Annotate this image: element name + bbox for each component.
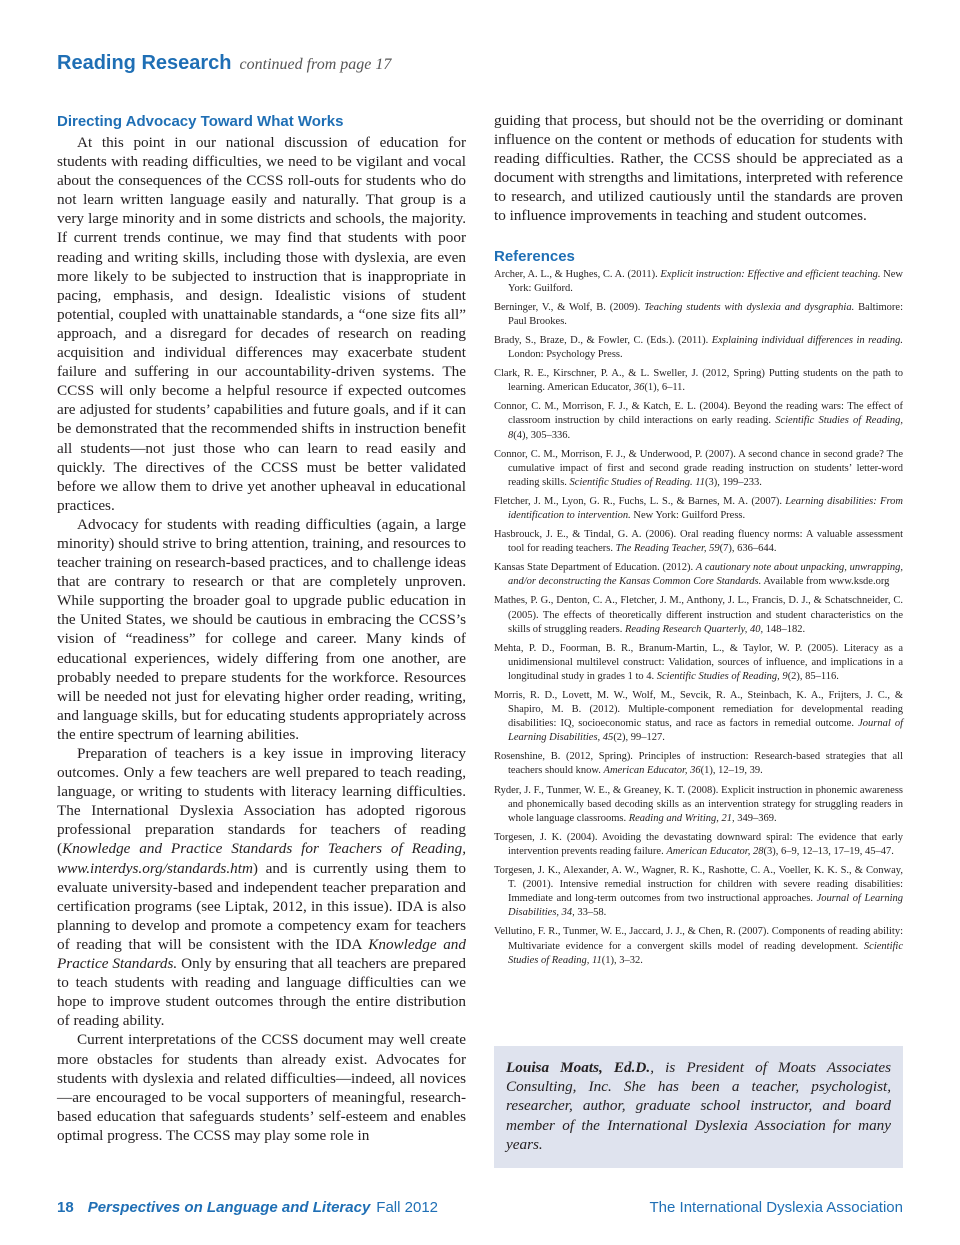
reference-entry: [494, 831, 903, 859]
reference-pre: Vellutino, F. R., Tunmer, W. E., Jaccard, J. J., & Chen, R. (2007). Components of reading ability: Multivariate evidence for a convergent skills model of reading development.: [494, 926, 903, 952]
reference-post: 33–58.: [574, 907, 607, 919]
paragraph-4: Current interpretations of the CCSS document may well create more obstacles for students than already exist. Advocates for students with dyslexia and related difficulties—indeed, all novices—are encouraged to be vocal supporters of meaningful, research-based education that safeguards students’ self-esteem and enables optimal progress. The CCSS may play some role in: [57, 1031, 466, 1144]
page-number: 18: [57, 1199, 74, 1216]
reference-post: New York: Guilford Press.: [630, 509, 746, 521]
header-title: Reading Research: [57, 52, 232, 74]
reference-post: (2), 99–127.: [613, 732, 665, 744]
reference-pre: Rosenshine, B. (2012, Spring). Principles of instruction: Research-based strategies that all teachers should know.: [494, 751, 903, 777]
reference-post: New York: Guilford.: [508, 268, 903, 294]
references-heading: References: [494, 247, 575, 265]
reference-it: 36: [633, 382, 645, 394]
reference-entry: [494, 750, 903, 778]
author-bio-box: [494, 1046, 903, 1168]
reference-it: American Educator, 28: [666, 845, 764, 857]
header-continued-note: continued from page 17: [239, 56, 392, 73]
reference-entry: [494, 367, 903, 395]
reference-it: Scientific Studies of Reading, 11: [508, 940, 903, 966]
reference-post: 349–369.: [734, 812, 777, 824]
reference-post: (1), 6–11.: [644, 382, 686, 394]
reference-post: (1), 12–19, 39.: [700, 765, 763, 777]
reference-pre: Mathes, P. G., Denton, C. A., Fletcher, J. M., Anthony, J. L., Francis, D. J., & Schatschneider, C. (2005). The effects of theoretically different instruction and student characteristics on the skills of struggling readers.: [494, 595, 903, 635]
reference-entry: [494, 334, 903, 362]
paragraph-1: At this point in our national discussion of education for students with reading difficulties, we need to be vigilant and vocal about the consequences of the CCSS roll-outs for students who do not learn written language easily and naturally. That group is a very large minority and in some districts and schools, the majority. If current trends continue, we may find that students with poor reading and writing skills, including those with dyslexia, are even more likely to be subjected to instruction that is inappropriate in pacing, emphasis, and design. Idealistic visions of student potential, coupled with unattainable standards, a “one size fits all” approach, and a disregard for decades of research on reading acquisition and individual differences may exacerbate student failure and suffering in our accountability-driven systems. The CCSS will only become a helpful resource if expected outcomes are adjusted for students’ capabilities and future goals, and if it can be demonstrated that the recommended shifts in instruction benefit all students—not just those who can learn to read easily and quickly. The directives of the CCSS must be better validated before we allow them to drive yet another upheaval in educational practices.: [57, 134, 466, 514]
paragraph-3-part-b: ) and is currently using them to evaluate university-based and independent teacher preparation and certification programs (see Liptak, 2012, in this issue). IDA is also planning to develop and promote a competency exam for teachers of reading that will be consistent with the IDA: [57, 859, 466, 953]
page-footer: [57, 1199, 903, 1219]
reference-it: Reading and Writing, 21,: [628, 812, 735, 824]
reference-entry: [494, 301, 903, 329]
reference-pre: Fletcher, J. M., Lyon, G. R., Fuchs, L. S., & Barnes, M. A. (2007).: [494, 495, 786, 507]
publisher-name: The International Dyslexia Association: [649, 1199, 903, 1216]
reference-it: A cautionary note about unpacking, unwrapping, and/or deconstructing the Kansas Common Core Standards.: [508, 562, 903, 588]
reference-pre: Torgesen, J. K., Alexander, A. W., Wagner, R. K., Rashotte, C. A., Voeller, K. K. S., & Conway, T. (2001). Intensive remedial instruction for children with severe reading disabilities: Immediate and long-term outcomes from two instructional approaches.: [494, 865, 903, 905]
reference-entry: [494, 925, 903, 967]
reference-post: London: Psychology Press.: [508, 349, 623, 361]
reference-it: Teaching students with dyslexia and dysgraphia.: [644, 301, 855, 313]
reference-it: Scientific Studies of Reading, 8: [508, 415, 903, 441]
reference-it: Learning disabilities: From identification to intervention.: [508, 495, 903, 521]
reference-entry: [494, 784, 903, 826]
reference-post: (2), 85–116.: [787, 670, 839, 682]
journal-title: Perspectives on Language and Literacy: [87, 1199, 371, 1216]
issue-date: Fall 2012: [376, 1199, 439, 1216]
reference-it: Scientific Studies of Reading, 9: [656, 670, 788, 682]
reference-post: Available from www.ksde.org: [761, 576, 890, 588]
reference-post: (3), 6–9, 12–13, 17–19, 45–47.: [763, 845, 894, 857]
reference-it: Journal of Learning Disabilities, 45: [508, 718, 903, 744]
reference-post: (4), 305–336.: [513, 429, 571, 441]
reference-entry: [494, 528, 903, 556]
reference-it: American Educator, 36: [603, 765, 701, 777]
reference-pre: Hasbrouck, J. E., & Tindal, G. A. (2006). Oral reading fluency norms: A valuable assessment tool for reading teachers.: [494, 529, 903, 555]
reference-pre: Ryder, J. F., Tunmer, W. E., & Greaney, K. T. (2008). Explicit instruction in phonemic awareness and phonemically based decoding skills as an intervention strategy for struggling readers in whole language classrooms.: [494, 784, 903, 824]
article-column-left: [57, 111, 466, 1145]
running-header: [57, 52, 391, 75]
reference-post: 148–182.: [763, 623, 806, 635]
reference-post: (1), 3–32.: [601, 954, 643, 966]
reference-entry: [494, 689, 903, 745]
standards-title-link: Knowledge and Practice Standards for Teachers of Reading, www.interdys.org/standards.htm: [57, 840, 466, 877]
reference-post: Baltimore: Paul Brookes.: [508, 301, 903, 327]
section-heading: Directing Advocacy Toward What Works: [57, 113, 344, 130]
reference-pre: Clark, R. E., Kirschner, P. A., & L. Sweller, J. (2012, Spring) Putting students on the path to learning. American Educator,: [494, 368, 903, 394]
reference-entry: [494, 594, 903, 636]
paragraph-2: Advocacy for students with reading difficulties (again, a large minority) should strive to bring attention, training, and resources to teacher training on research-based practices, and to challenge ideas that are contrary to research or that are completely unproven. While supporting the broader goal to upgrade public education in the United States, we should be cautious in embracing the CCSS’s vision of “readiness” for college and career. Many kinds of educational experiences, widely differing from one another, are probably needed to prepare students for the workforce. Resources will be needed not just for elevating higher order reading, writing, and language skills, but for educating students appropriately across the entire spectrum of learning abilities.: [57, 515, 466, 743]
author-name: Louisa Moats, Ed.D.: [506, 1059, 651, 1076]
reference-pre: Berninger, V., & Wolf, B. (2009).: [494, 301, 645, 313]
reference-pre: Brady, S., Braze, D., & Fowler, C. (Eds.). (2011).: [494, 334, 712, 346]
reference-pre: Morris, R. D., Lovett, M. W., Wolf, M., Sevcik, R. A., Steinbach, K. A., Frijters, J. C., & Shapiro, M. B. (2012). Multiple-component remediation for developmental reading disabilities: IQ, socioeconomic status, and race as factors in remedial outcome.: [494, 690, 903, 730]
reference-it: Scientific Studies of Reading. 11: [569, 476, 705, 488]
standards-title-italic: Knowledge and Practice Standards.: [57, 935, 466, 973]
reference-it: Explicit instruction: Effective and efficient teaching.: [660, 268, 881, 280]
reference-pre: Connor, C. M., Morrison, F. J., & Katch, E. L. (2004). Beyond the reading wars: The effect of classroom instruction by child interactions on early reading.: [494, 401, 903, 427]
reference-entry: [494, 268, 903, 296]
reference-pre: Connor, C. M., Morrison, F. J., & Underwood, P. (2007). A second chance in second grade? The cumulative impact of first and second grade reading instruction on students’ letter-word reading skills.: [494, 448, 903, 488]
reference-entry: [494, 400, 903, 442]
reference-pre: Mehta, P. D., Foorman, B. R., Branum-Martin, L., & Taylor, W. P. (2005). Literacy as a unidimensional multilevel construct: Validation, sources of influence, and implications in a longitudinal study in grades 1 to 4.: [494, 642, 903, 682]
reference-it: Explaining individual differences in reading.: [711, 334, 903, 346]
reference-pre: Torgesen, J. K. (2004). Avoiding the devastating downward spiral: The evidence that early intervention prevents reading failure.: [494, 831, 903, 857]
reference-entry: [494, 864, 903, 920]
article-column-right: [494, 111, 903, 973]
reference-list: [494, 268, 903, 968]
paragraph-5: guiding that process, but should not be the overriding or dominant influence on the content or methods of education for students with reading difficulties. Rather, the CCSS should be appreciated as a document with strengths and limitations, interpreted with reference to research, and utilized cautiously until the standards are proven to influence improvements in teaching and student outcomes.: [494, 112, 903, 225]
reference-post: (3), 199–233.: [704, 476, 762, 488]
author-bio-text: , is President of Moats Associates Consulting, Inc. She has been a teacher, psychologist, researcher, author, graduate school instructor, and board member of the International Dyslexia Association for many years.: [506, 1059, 891, 1153]
reference-entry: [494, 495, 903, 523]
reference-it: Reading Research Quarterly, 40,: [624, 623, 764, 635]
reference-entry: [494, 561, 903, 589]
paragraph-3: [57, 744, 466, 1030]
paragraph-3-part-a: Preparation of teachers is a key issue in improving literacy outcomes. Only a few teachers are well prepared to teach reading, language, or writing to students with literacy learning difficulties. The International Dyslexia Association has adopted rigorous professional preparation standards for teachers of reading (: [57, 745, 466, 858]
reference-it: The Reading Teacher, 59: [615, 543, 720, 555]
paragraph-3-part-c: Only by ensuring that all teachers are prepared to teach students with reading and language difficulties can we hope to improve student outcomes through the entire distribution of reading ability.: [57, 955, 466, 1030]
reference-post: (7), 636–644.: [719, 543, 777, 555]
reference-it: Journal of Learning Disabilities, 34,: [508, 893, 903, 919]
reference-entry: [494, 642, 903, 684]
reference-pre: Archer, A. L., & Hughes, C. A. (2011).: [494, 268, 661, 280]
reference-pre: Kansas State Department of Education. (2012).: [494, 562, 696, 574]
reference-entry: [494, 448, 903, 490]
